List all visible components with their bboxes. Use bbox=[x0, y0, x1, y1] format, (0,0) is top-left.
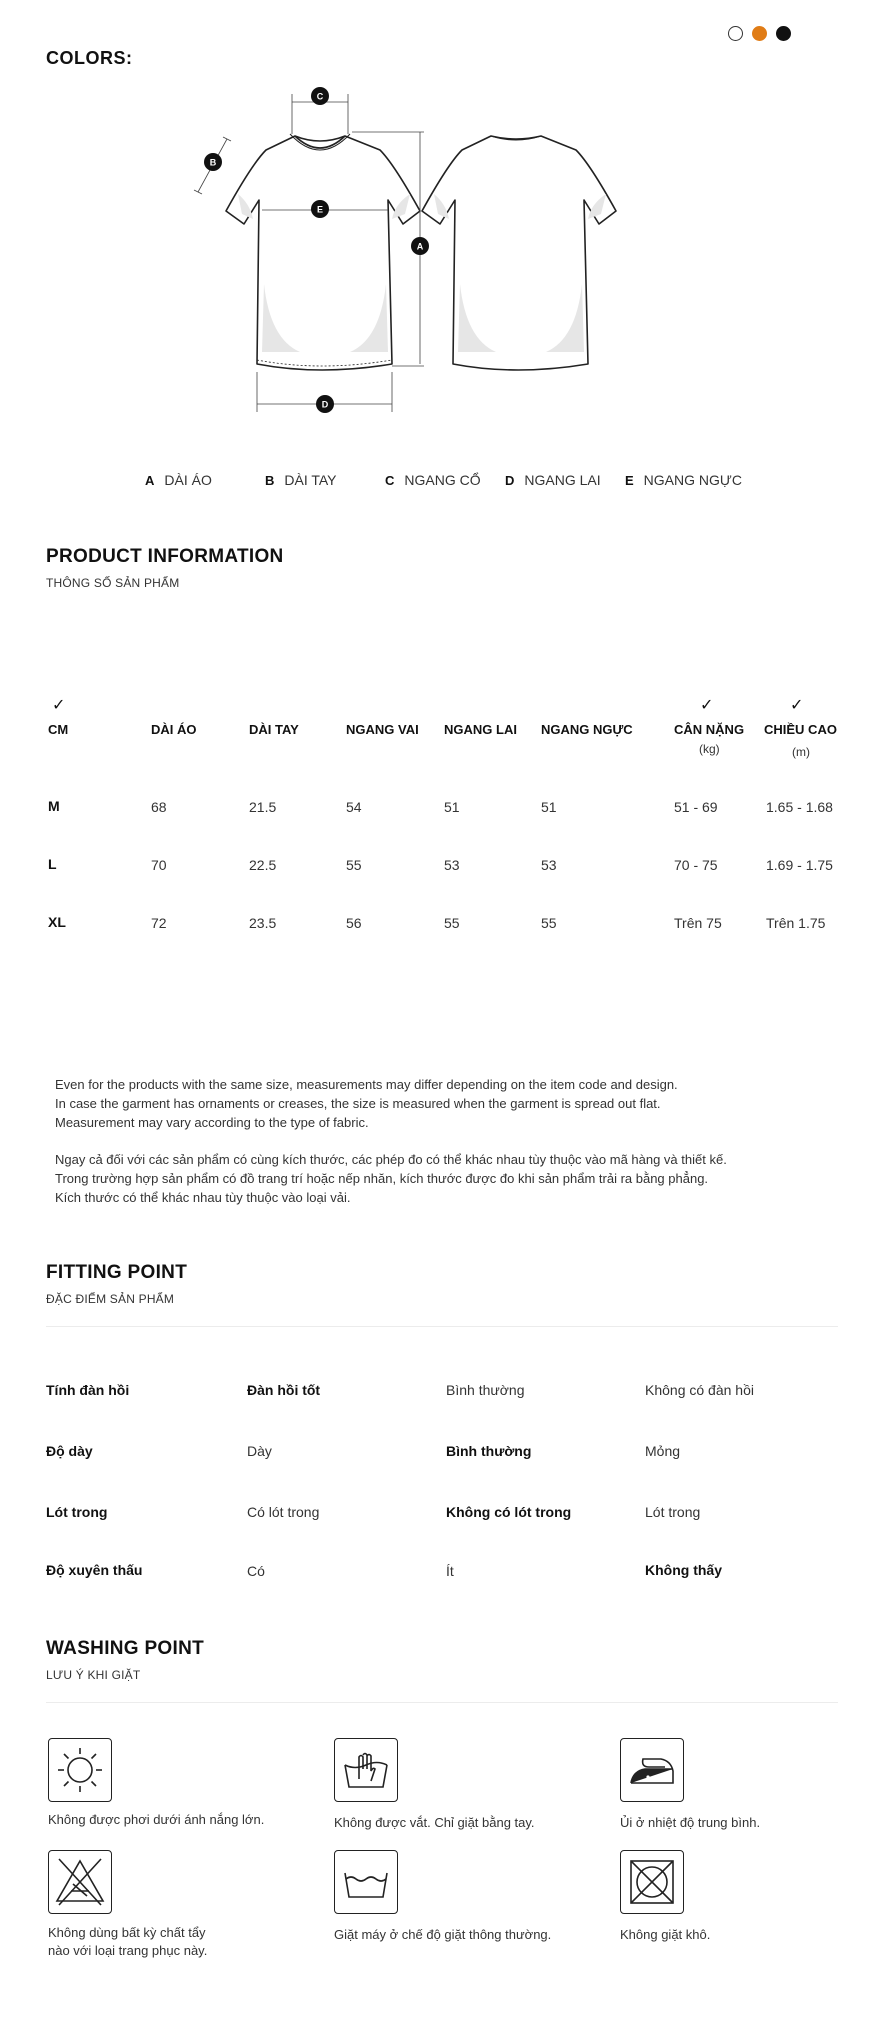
fitting-option: Dày bbox=[247, 1443, 272, 1459]
wash-instruction: Giặt máy ở chế độ giặt thông thường. bbox=[334, 1927, 552, 1942]
hand-wash-icon bbox=[334, 1738, 398, 1802]
legend-item bbox=[145, 472, 265, 488]
fitting-title: FITTING POINT bbox=[46, 1262, 188, 1283]
sun-icon bbox=[48, 1738, 112, 1802]
svg-text:B: B bbox=[209, 157, 217, 168]
product-info-title: PRODUCT INFORMATION bbox=[46, 546, 284, 567]
note-line: Trong trường hợp sản phẩm có đồ trang trí hoặc nếp nhăn, kích thước được đo khi sản phẩm trải ra bằng phẳng. bbox=[55, 1171, 709, 1186]
fitting-option: Lót trong bbox=[645, 1504, 701, 1520]
table-cell: 68 bbox=[151, 799, 167, 815]
fitting-row-label: Độ dày bbox=[46, 1443, 93, 1459]
washing-subtitle: LƯU Ý KHI GIẶT bbox=[46, 1668, 141, 1682]
table-cell: 21.5 bbox=[249, 799, 277, 815]
table-cell: 51 bbox=[541, 799, 557, 815]
fitting-option: Bình thường bbox=[446, 1382, 525, 1398]
note-line: In case the garment has ornaments or creases, the size is measured when the garment is spread out flat. bbox=[55, 1096, 661, 1111]
machine-wash-icon bbox=[334, 1850, 398, 1914]
table-cell: 53 bbox=[444, 857, 460, 873]
swatch-white[interactable] bbox=[728, 26, 743, 41]
col-header-ngang-nguc: NGANG NGỰC bbox=[541, 722, 633, 737]
marker-b bbox=[204, 153, 222, 171]
table-cell: Trên 1.75 bbox=[766, 915, 826, 931]
col-header-can-nang-unit: (kg) bbox=[699, 742, 720, 756]
iron-medium-icon bbox=[620, 1738, 684, 1802]
legend-item bbox=[265, 472, 385, 488]
col-header-cm: CM bbox=[48, 722, 69, 737]
tshirt-measurement-diagram bbox=[180, 84, 720, 424]
fitting-option-selected: Đàn hồi tốt bbox=[247, 1382, 321, 1398]
measurement-legend bbox=[145, 472, 745, 488]
table-cell: 56 bbox=[346, 915, 362, 931]
col-header-chieu-cao: CHIỀU CAO bbox=[764, 722, 837, 737]
note-line: Kích thước có thể khác nhau tùy thuộc vào loại vải. bbox=[55, 1190, 351, 1205]
legend-key: D bbox=[505, 473, 515, 488]
note-line: Ngay cả đối với các sản phẩm có cùng kích thước, các phép đo có thể khác nhau tùy thuộc vào mã hàng và thiết kế. bbox=[55, 1152, 727, 1167]
table-cell: 51 - 69 bbox=[674, 799, 718, 815]
divider bbox=[46, 1326, 838, 1327]
fitting-option-selected: Không có lót trong bbox=[446, 1504, 572, 1520]
fitting-option: Có bbox=[247, 1563, 265, 1579]
wash-instruction: Không dùng bất kỳ chất tẩy nào với loại trang phục này. bbox=[48, 1925, 208, 1958]
legend-item bbox=[505, 472, 625, 488]
note-line: Even for the products with the same size, measurements may differ depending on the item code and design. bbox=[55, 1077, 678, 1092]
col-header-dai-tay: DÀI TAY bbox=[249, 722, 299, 737]
svg-text:A: A bbox=[416, 241, 424, 252]
swatch-black[interactable] bbox=[776, 26, 791, 41]
col-header-dai-ao: DÀI ÁO bbox=[151, 722, 197, 737]
legend-key: A bbox=[145, 473, 155, 488]
back-shirt bbox=[422, 136, 616, 370]
table-cell: 55 bbox=[346, 857, 362, 873]
table-cell: 22.5 bbox=[249, 857, 277, 873]
washing-title: WASHING POINT bbox=[46, 1638, 205, 1659]
legend-label: NGANG NGỰC bbox=[643, 472, 742, 488]
check-icon: ✓ bbox=[52, 697, 66, 714]
wash-instruction: Không được vắt. Chỉ giặt bằng tay. bbox=[334, 1815, 535, 1830]
measurement-note-en bbox=[55, 1075, 815, 1132]
fitting-row-label: Tính đàn hồi bbox=[46, 1382, 130, 1398]
fitting-option: Mỏng bbox=[645, 1443, 681, 1459]
table-cell: 54 bbox=[346, 799, 362, 815]
table-cell: 1.69 - 1.75 bbox=[766, 857, 833, 873]
marker-c bbox=[311, 87, 329, 105]
fitting-subtitle: ĐẶC ĐIỂM SẢN PHẨM bbox=[46, 1292, 175, 1306]
swatch-orange[interactable] bbox=[752, 26, 767, 41]
table-cell: 55 bbox=[444, 915, 460, 931]
svg-text:D: D bbox=[321, 399, 329, 410]
fitting-row-label: Lót trong bbox=[46, 1504, 108, 1520]
check-icon: ✓ bbox=[790, 697, 804, 714]
table-cell: 70 - 75 bbox=[674, 857, 718, 873]
legend-label: NGANG LAI bbox=[524, 472, 601, 488]
table-cell: 23.5 bbox=[249, 915, 277, 931]
wash-instruction: Ủi ở nhiệt độ trung bình. bbox=[620, 1815, 761, 1830]
color-swatches bbox=[728, 26, 791, 41]
front-shirt bbox=[226, 134, 420, 370]
legend-label: NGANG CỔ bbox=[404, 472, 481, 488]
legend-key: E bbox=[625, 473, 634, 488]
measurement-note-vi bbox=[55, 1150, 815, 1207]
check-icon: ✓ bbox=[700, 697, 714, 714]
table-cell: 53 bbox=[541, 857, 557, 873]
legend-key: B bbox=[265, 473, 275, 488]
no-bleach-icon bbox=[48, 1850, 112, 1914]
svg-text:C: C bbox=[316, 91, 324, 102]
svg-text:E: E bbox=[316, 204, 324, 215]
fitting-option-selected: Bình thường bbox=[446, 1443, 532, 1459]
marker-d bbox=[316, 395, 334, 413]
no-dry-clean-icon bbox=[620, 1850, 684, 1914]
table-cell: 70 bbox=[151, 857, 167, 873]
legend-item bbox=[625, 472, 745, 488]
legend-label: DÀI TAY bbox=[284, 472, 337, 488]
fitting-row-label: Độ xuyên thấu bbox=[46, 1562, 143, 1578]
col-header-ngang-vai: NGANG VAI bbox=[346, 722, 419, 737]
wash-instruction: Không được phơi dưới ánh nắng lớn. bbox=[48, 1812, 265, 1827]
wash-instruction: Không giặt khô. bbox=[620, 1927, 711, 1942]
note-line: Measurement may vary according to the type of fabric. bbox=[55, 1115, 369, 1130]
table-cell: 51 bbox=[444, 799, 460, 815]
col-header-ngang-lai: NGANG LAI bbox=[444, 722, 517, 737]
size-label: M bbox=[48, 798, 60, 814]
size-label: XL bbox=[48, 914, 66, 930]
table-cell: 72 bbox=[151, 915, 167, 931]
legend-key: C bbox=[385, 473, 395, 488]
marker-e bbox=[311, 200, 329, 218]
colors-title: COLORS: bbox=[46, 48, 133, 68]
fitting-option: Không có đàn hồi bbox=[645, 1382, 754, 1398]
fitting-option: Có lót trong bbox=[247, 1504, 320, 1520]
legend-item bbox=[385, 472, 505, 488]
fitting-option: Ít bbox=[446, 1563, 454, 1579]
size-label: L bbox=[48, 856, 57, 872]
col-header-can-nang: CÂN NẶNG bbox=[674, 722, 745, 737]
product-info-subtitle: THÔNG SỐ SẢN PHẨM bbox=[46, 576, 180, 590]
table-cell: 55 bbox=[541, 915, 557, 931]
divider bbox=[46, 1702, 838, 1703]
col-header-chieu-cao-unit: (m) bbox=[792, 745, 810, 759]
fitting-option-selected: Không thấy bbox=[645, 1562, 722, 1578]
legend-label: DÀI ÁO bbox=[164, 472, 212, 488]
table-cell: 1.65 - 1.68 bbox=[766, 799, 833, 815]
table-cell: Trên 75 bbox=[674, 915, 722, 931]
marker-a bbox=[411, 237, 429, 255]
